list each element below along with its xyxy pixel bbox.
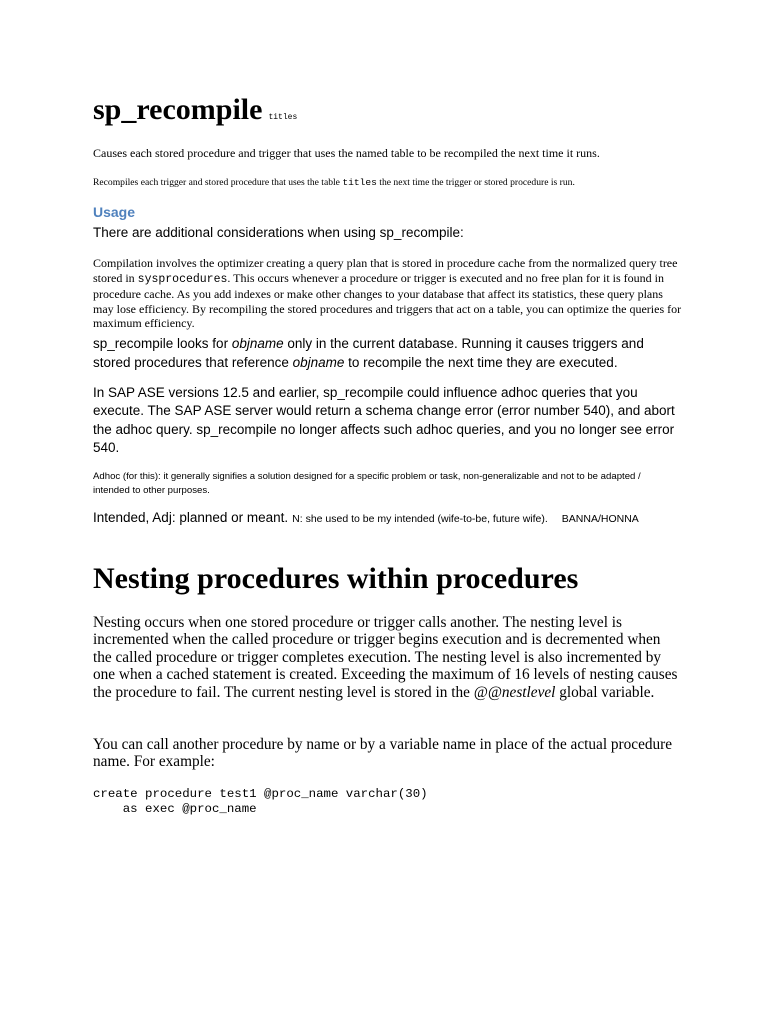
recompiles-text-before: Recompiles each trigger and stored procedure that uses the table xyxy=(93,177,343,188)
title-line xyxy=(93,93,297,127)
recompiles-text-after: the next time the trigger or stored procedure is run. xyxy=(376,177,575,188)
code-example xyxy=(93,787,428,816)
nesting-paragraph xyxy=(93,614,678,701)
additional-considerations: There are additional considerations when using sp_recompile: xyxy=(93,225,464,240)
title-parameter: titles xyxy=(268,113,298,122)
description-paragraph: Causes each stored procedure and trigger that uses the named table to be recompiled the next time it runs. xyxy=(93,146,600,160)
sap-ase-paragraph: In SAP ASE versions 12.5 and earlier, sp_recompile could influence adhoc queries that you execute. The SAP ASE server would return a schema change error (error number 540), and abort the adhoc query. sp_recompile no longer affects such adhoc queries, and you no longer see error 540. xyxy=(93,385,675,456)
call-paragraph: You can call another procedure by name or by a variable name in place of the actual procedure name. For example: xyxy=(93,736,673,771)
looks-for-paragraph xyxy=(93,334,673,372)
looks-text-2: only in the current database. Running it causes triggers and stored procedures that reference xyxy=(93,336,644,370)
usage-heading: Usage xyxy=(93,204,136,220)
nesting-text-1: Nesting occurs when one stored procedure or trigger calls another. The nesting level is incremented when the called procedure or trigger begins execution and is decremented when the called procedure or trigger completes execution. The nesting level is also incremented by one when a cached statement is created. Exceeding the maximum of 16 levels of nesting causes the procedure to fail. The current nesting level is stored in the xyxy=(93,614,678,701)
recompiles-paragraph xyxy=(93,177,575,188)
intended-line xyxy=(93,510,639,525)
nesting-text-2: global variable. xyxy=(555,683,655,701)
looks-text-3: to recompile the next time they are executed. xyxy=(344,355,618,370)
adhoc-note: Adhoc (for this): it generally signifies a solution designed for a specific problem or task, non-generalizable and not to be adapted / intended to other purposes. xyxy=(93,471,641,496)
compilation-text-1: Compilation involves the optimizer creating a query plan that is stored in procedure cache from the normalized query tree stored in xyxy=(93,256,678,285)
compilation-text-2: . This occurs whenever a procedure or trigger is executed and no free plan for it is found in procedure cache. As you add indexes or make other changes to your database that affect its statistics, these query plans may lose efficiency. By recompiling the stored procedures and triggers that act on a table, you can optimize the queries for maximum efficiency. xyxy=(93,270,682,331)
code-line: as exec @proc_name xyxy=(93,801,257,816)
looks-text-1: sp_recompile looks for xyxy=(93,336,232,351)
intended-note: N: she used to be my intended (wife-to-be, future wife). xyxy=(292,513,548,525)
looks-italic-1: objname xyxy=(231,336,284,351)
looks-italic-2: objname xyxy=(292,355,345,370)
nesting-italic: @@nestlevel xyxy=(473,683,556,701)
page-title: sp_recompile xyxy=(93,93,263,126)
recompiles-code: titles xyxy=(342,177,377,188)
nesting-heading: Nesting procedures within procedures xyxy=(93,562,579,595)
intended-main: Intended, Adj: planned or meant. xyxy=(93,510,289,525)
compilation-paragraph xyxy=(93,256,683,331)
code-line: create procedure test1 @proc_name varchar(30) xyxy=(93,787,428,801)
compilation-code: sysprocedures xyxy=(137,272,228,286)
intended-banna: BANNA/HONNA xyxy=(561,513,639,525)
